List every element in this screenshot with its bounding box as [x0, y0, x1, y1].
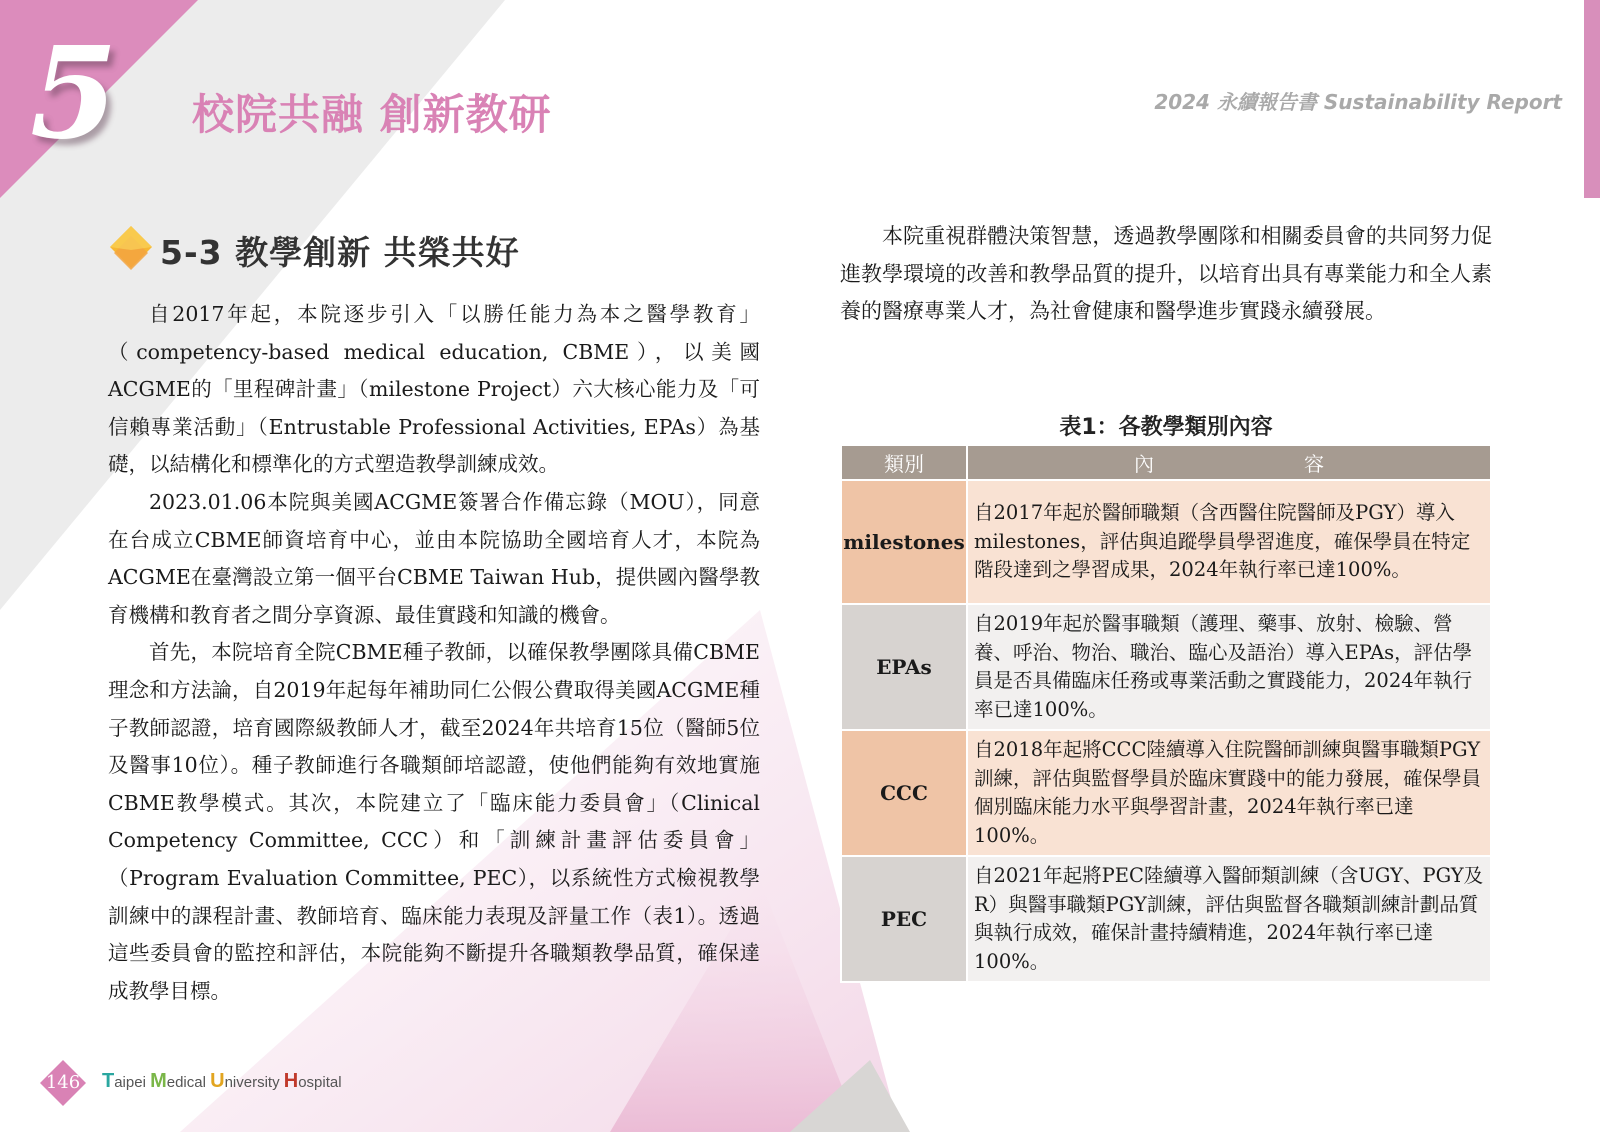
section-title: 5-3 教學創新 共榮共好	[160, 232, 520, 272]
section-heading	[108, 224, 520, 276]
diamond-icon	[108, 224, 154, 276]
page-number: 146	[45, 1072, 81, 1093]
paragraph-cbme-intro: 自2017年起，本院逐步引入「以勝任能力為本之醫學教育」（competency-based medical education, CBME），以美國ACGME的「里程碑計畫」（milestone Project）六大核心能力及「可信賴專業活動」（Entrustable Professional Activities, EPAs）為基礎，以結構化和標準化的方式塑造教學訓練成效。	[108, 302, 760, 477]
logo-word-hospital: ospital	[298, 1074, 342, 1091]
chapter-number: 5	[30, 19, 118, 167]
left-column	[108, 296, 760, 1010]
report-title: 2024 永續報告書 Sustainability Report	[1154, 90, 1562, 114]
logo-word-university: niversity	[224, 1074, 284, 1091]
logo-word-taipei: aipei	[114, 1074, 151, 1091]
table-caption: 表1：各教學類別內容	[1059, 415, 1273, 440]
paragraph-mou: 2023.01.06本院與美國ACGME簽署合作備忘錄（MOU），同意在台成立CBME師資培育中心，並由本院協助全國培育人才，本院為ACGME在臺灣設立第一個平台CBME Taiwan Hub，提供國內醫學教育機構和教育者之間分享資源、最佳實踐和知識的機會。	[108, 489, 760, 627]
logo-initial-t: T	[102, 1070, 115, 1092]
hospital-logo	[102, 1070, 342, 1093]
table-row	[841, 480, 1491, 604]
row-category: PEC	[841, 856, 967, 982]
header-category: 類別	[841, 445, 967, 480]
paragraph-intro: 本院重視群體決策智慧，透過教學團隊和相關委員會的共同努力促進教學環境的改善和教學品質的提升，以培育出具有專業能力和全人素養的醫療專業人才，為社會健康和醫學進步實踐永續發展。	[840, 224, 1492, 323]
header-content: 內容	[967, 445, 1491, 480]
paragraph-seed-teachers: 首先，本院培育全院CBME種子教師，以確保教學團隊具備CBME理念和方法論，自2019年起每年補助同仁公假公費取得美國ACGME種子教師認證，培育國際級教師人才，截至2024年共培育15位（醫師5位及醫事10位）。種子教師進行各職類師培認證，使他們能夠有效地實施CBME教學模式。其次，本院建立了「臨床能力委員會」（Clinical Competency Committee, CCC）和「訓練計畫評估委員會」（Program Evaluation Committee, PEC），以系統性方式檢視教學訓練中的課程計畫、教師培育、臨床能力表現及評量工作（表1）。透過這些委員會的監控和評估，本院能夠不斷提升各職類教學品質，確保達成教學目標。	[108, 640, 760, 1003]
row-content: 自2019年起於醫事職類（護理、藥事、放射、檢驗、營養、呼治、物治、職治、臨心及語治）導入EPAs，評估學員是否具備臨床任務或專業活動之實踐能力，2024年執行率已達100%。	[967, 604, 1491, 730]
logo-initial-u: U	[210, 1070, 225, 1092]
table-row	[841, 856, 1491, 982]
logo-initial-h: H	[283, 1070, 299, 1092]
table-header-row	[841, 445, 1491, 480]
right-edge-tab	[1584, 0, 1600, 198]
table-row	[841, 604, 1491, 730]
teaching-category-table	[840, 444, 1492, 983]
row-category: EPAs	[841, 604, 967, 730]
row-content: 自2017年起於醫師職類（含西醫住院醫師及PGY）導入milestones，評估與追蹤學員學習進度，確保學員在特定階段達到之學習成果，2024年執行率已達100%。	[967, 480, 1491, 604]
right-intro	[840, 218, 1492, 331]
row-category: CCC	[841, 730, 967, 856]
row-content: 自2018年起將CCC陸續導入住院醫師訓練與醫事職類PGY訓練，評估與監督學員於臨床實踐中的能力發展，確保學員個別臨床能力水平與學習計畫，2024年執行率已達100%。	[967, 730, 1491, 856]
row-category: milestones	[841, 480, 967, 604]
row-content: 自2021年起將PEC陸續導入醫師類訓練（含UGY、PGY及R）與醫事職類PGY訓練，評估與監督各職類訓練計劃品質與執行成效，確保計畫持續精進，2024年執行率已達100%。	[967, 856, 1491, 982]
logo-word-medical: edical	[166, 1074, 211, 1091]
page-number-badge	[40, 1060, 86, 1106]
logo-initial-m: M	[150, 1070, 167, 1092]
chapter-title: 校院共融 創新教研	[192, 90, 552, 139]
table-row	[841, 730, 1491, 856]
